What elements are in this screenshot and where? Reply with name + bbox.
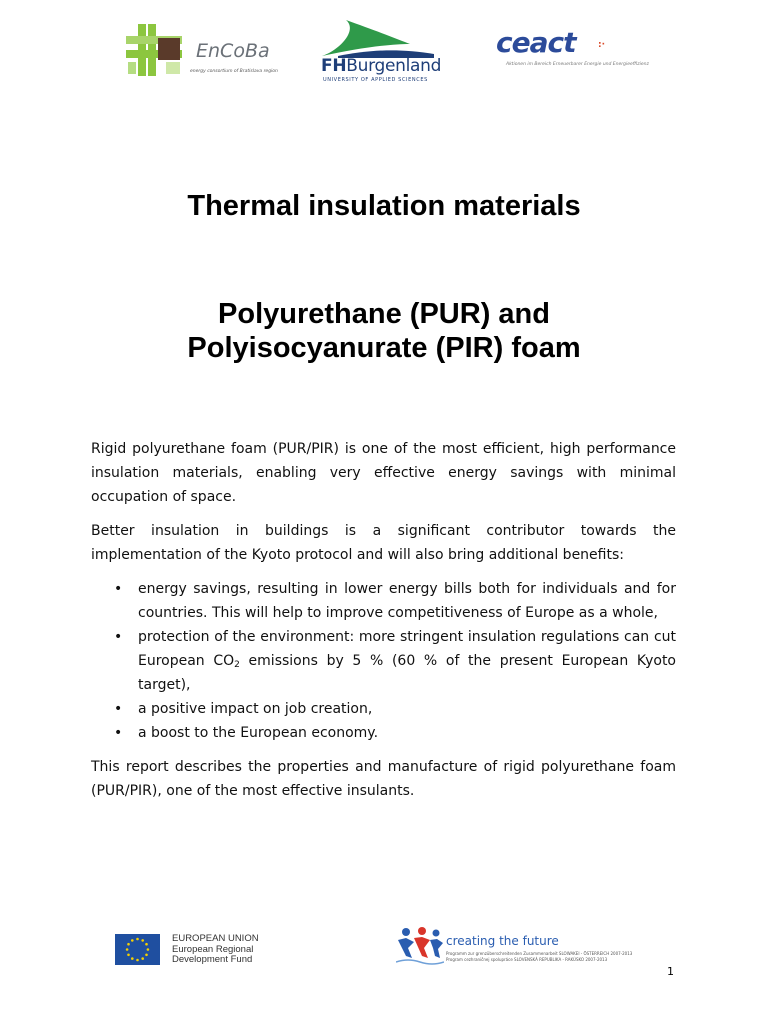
list-item — [138, 625, 676, 697]
eu-text — [172, 934, 259, 966]
page-number: 1 — [667, 965, 674, 978]
list-item-text-after: emissions by 5 % (60 % of the present European Kyoto target), — [138, 653, 676, 693]
document-subtitle-line1: Polyurethane (PUR) and — [218, 298, 550, 330]
paragraph-kyoto: Better insulation in buildings is a significant contributor towards the implementation of the Kyoto protocol and will also bring additional benefits: — [91, 523, 676, 563]
list-item: • a boost to the European economy. — [138, 721, 676, 745]
page-header — [0, 18, 768, 88]
eu-line-2: European Regional — [172, 943, 254, 955]
encoba-logo-mark — [126, 24, 182, 76]
eu-line-3: Development Fund — [172, 954, 253, 965]
eu-line-1: EUROPEAN UNION — [172, 933, 259, 944]
fh-name-rest: Burgenland — [346, 56, 442, 76]
fh-burgenland-logo — [318, 20, 442, 86]
list-item-text-before: protection of the environment: more stringent insulation regulations can cut European CO — [138, 629, 676, 669]
ceact-logo-dots-icon: :· — [598, 40, 606, 50]
document-body — [91, 437, 676, 813]
programme-line-1: Programm zur grenzüberschreitenden Zusammenarbeit SLOWAKEI - ÖSTERREICH 2007-2013 — [446, 951, 633, 956]
benefits-list — [91, 577, 676, 745]
encoba-logo-tagline: energy consortium of Bratislava region — [190, 69, 278, 74]
co2-subscript: 2 — [234, 660, 240, 670]
paragraph-intro: Rigid polyurethane foam (PUR/PIR) is one of the most efficient, high performance insulation materials, enabling very effective energy savings with minimal occupation of space. — [91, 441, 676, 505]
encoba-logo — [126, 24, 286, 76]
people-figures-icon — [396, 926, 444, 966]
list-item: • energy savings, resulting in lower energy bills both for individuals and for countries. This will help to improve competitiveness of Europe as a whole, — [138, 577, 676, 625]
fh-burgenland-logo-mark — [318, 20, 442, 58]
document-subtitle — [0, 297, 768, 365]
eu-flag-icon — [115, 934, 160, 965]
document-subtitle-line2: Polyisocyanurate (PIR) foam — [187, 332, 581, 364]
creating-the-future-name: creating the future — [446, 934, 559, 948]
fh-name-bold: FH — [321, 56, 347, 76]
fh-burgenland-subtitle: UNIVERSITY OF APPLIED SCIENCES — [323, 77, 428, 83]
ceact-logo-name: ceact — [496, 26, 576, 59]
programme-line-2: Program cezhraničnej spolupráce SLOVENSKÁ REPUBLIKA - RAKÚSKO 2007-2013 — [446, 957, 608, 962]
document-title: Thermal insulation materials — [187, 190, 581, 222]
eu-logo — [115, 934, 275, 966]
paragraph-report: This report describes the properties and manufacture of rigid polyurethane foam (PUR/PIR), one of the most effective insulants. — [91, 759, 676, 799]
creating-the-future-logo — [396, 926, 662, 968]
list-item: • a positive impact on job creation, — [138, 697, 676, 721]
fh-burgenland-name — [321, 56, 441, 76]
ceact-logo-tagline: Aktionen im Bereich Erneuerbarer Energie und Energieeffizienz — [506, 62, 649, 67]
ceact-logo — [494, 26, 654, 74]
encoba-logo-name: EnCoBa — [196, 40, 270, 62]
